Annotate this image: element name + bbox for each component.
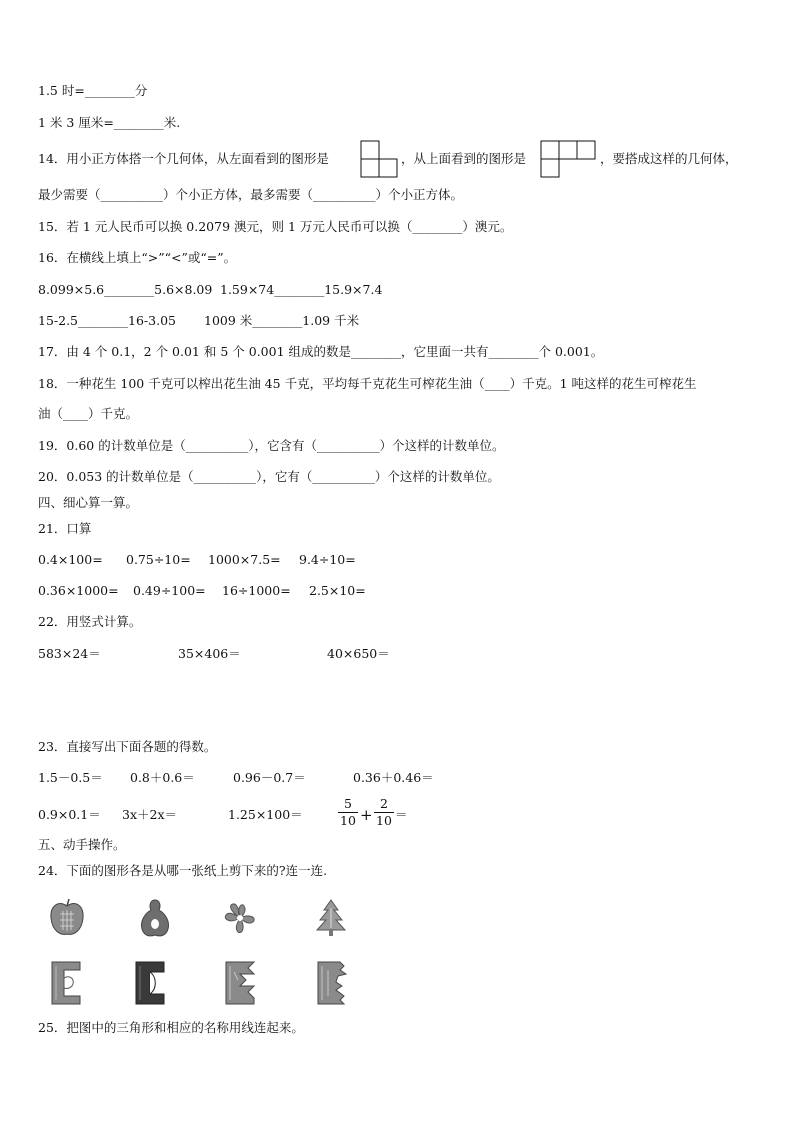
q14-text-a: 14．用小正方体搭一个几何体，从左面看到的图形是 bbox=[38, 151, 329, 166]
fraction-equals-sign: ＝ bbox=[395, 807, 408, 822]
q25-text: 25．把图中的三角形和相应的名称用线连起来。 bbox=[38, 1020, 304, 1035]
q16-row1-a: 8.099×5.6________5.6×8.09 bbox=[38, 282, 213, 297]
q23-r1-c4: 0.36＋0.46＝ bbox=[353, 770, 434, 785]
q19-text: 19．0.60 的计数单位是（__________），它含有（__________）个这样的计数单位。 bbox=[38, 438, 505, 453]
gourd-icon bbox=[138, 898, 172, 938]
q23-r2-c2: 3x＋2x＝ bbox=[122, 807, 178, 822]
flower-icon bbox=[220, 900, 260, 938]
apple-icon bbox=[48, 898, 86, 938]
q14-text-c: ，要搭成这样的几何体， bbox=[600, 151, 738, 166]
q23-text: 23．直接写出下面各题的得数。 bbox=[38, 739, 217, 754]
q23-r2-c3: 1.25×100＝ bbox=[228, 807, 303, 822]
q23-r2-c1: 0.9×0.1＝ bbox=[38, 807, 101, 822]
paper-cut-a-icon bbox=[50, 960, 84, 1006]
q23-r1-c2: 0.8＋0.6＝ bbox=[130, 770, 195, 785]
q16-row2-a: 15-2.5________16-3.05 bbox=[38, 313, 176, 328]
q21-text: 21．口算 bbox=[38, 521, 92, 536]
q21-r1-c2: 0.75÷10= bbox=[126, 552, 191, 567]
q16-row1-b: 1.59×74________15.9×7.4 bbox=[220, 282, 383, 297]
paper-cut-d-icon bbox=[316, 960, 350, 1006]
q24-text: 24．下面的图形各是从哪一张纸上剪下来的?连一连. bbox=[38, 863, 328, 878]
q14-text-b: ，从上面看到的图形是 bbox=[401, 151, 527, 166]
paper-cut-b-icon bbox=[134, 960, 168, 1006]
q22-text: 22．用竖式计算。 bbox=[38, 614, 142, 629]
fraction-five-tenths bbox=[338, 796, 358, 829]
q13-line-2: 1 米 3 厘米=________米. bbox=[38, 115, 181, 130]
fraction-plus-sign: + bbox=[360, 806, 373, 824]
q17-text: 17．由 4 个 0.1，2 个 0.01 和 5 个 0.001 组成的数是________，它里面一共有________个 0.001。 bbox=[38, 344, 604, 359]
q22-c3: 40×650＝ bbox=[327, 646, 390, 661]
q22-c2: 35×406＝ bbox=[178, 646, 241, 661]
q21-r1-c3: 1000×7.5= bbox=[208, 552, 281, 567]
section-4-title: 四、细心算一算。 bbox=[38, 495, 139, 510]
q18-text-a: 18．一种花生 100 千克可以榨出花生油 45 千克，平均每千克花生可榨花生油（____）千克。1 吨这样的花生可榨花生 bbox=[38, 376, 697, 391]
fraction-numerator: 5 bbox=[338, 796, 358, 813]
q20-text: 20．0.053 的计数单位是（__________），它有（__________）个这样的计数单位。 bbox=[38, 469, 500, 484]
fraction-denominator: 10 bbox=[340, 813, 356, 828]
q14-text-d: 最少需要（__________）个小正方体，最多需要（__________）个小正方体。 bbox=[38, 187, 464, 202]
q23-r1-c1: 1.5－0.5＝ bbox=[38, 770, 103, 785]
q21-r2-c2: 0.49÷100= bbox=[133, 583, 206, 598]
q21-r2-c3: 16÷1000= bbox=[222, 583, 291, 598]
q13-line-1: 1.5 时=________分 bbox=[38, 83, 148, 98]
q16-row2-b: 1009 米________1.09 千米 bbox=[204, 313, 360, 328]
top-view-figure-icon bbox=[540, 140, 600, 178]
pine-tree-icon bbox=[314, 898, 348, 938]
q18-text-b: 油（____）千克。 bbox=[38, 406, 139, 421]
q21-r2-c1: 0.36×1000= bbox=[38, 583, 119, 598]
fraction-denominator: 10 bbox=[376, 813, 392, 828]
fraction-two-tenths bbox=[374, 796, 394, 829]
q21-r1-c4: 9.4÷10= bbox=[299, 552, 356, 567]
paper-cut-c-icon bbox=[224, 960, 258, 1006]
q21-r1-c1: 0.4×100= bbox=[38, 552, 103, 567]
q22-c1: 583×24＝ bbox=[38, 646, 101, 661]
section-5-title: 五、动手操作。 bbox=[38, 837, 126, 852]
q15-text: 15．若 1 元人民币可以换 0.2079 澳元，则 1 万元人民币可以换（________）澳元。 bbox=[38, 219, 513, 234]
fraction-numerator: 2 bbox=[374, 796, 394, 813]
q23-r1-c3: 0.96－0.7＝ bbox=[233, 770, 306, 785]
q21-r2-c4: 2.5×10= bbox=[309, 583, 366, 598]
left-view-figure-icon bbox=[360, 140, 400, 178]
q16-text: 16．在横线上填上“>”“<”或“=”。 bbox=[38, 250, 237, 265]
